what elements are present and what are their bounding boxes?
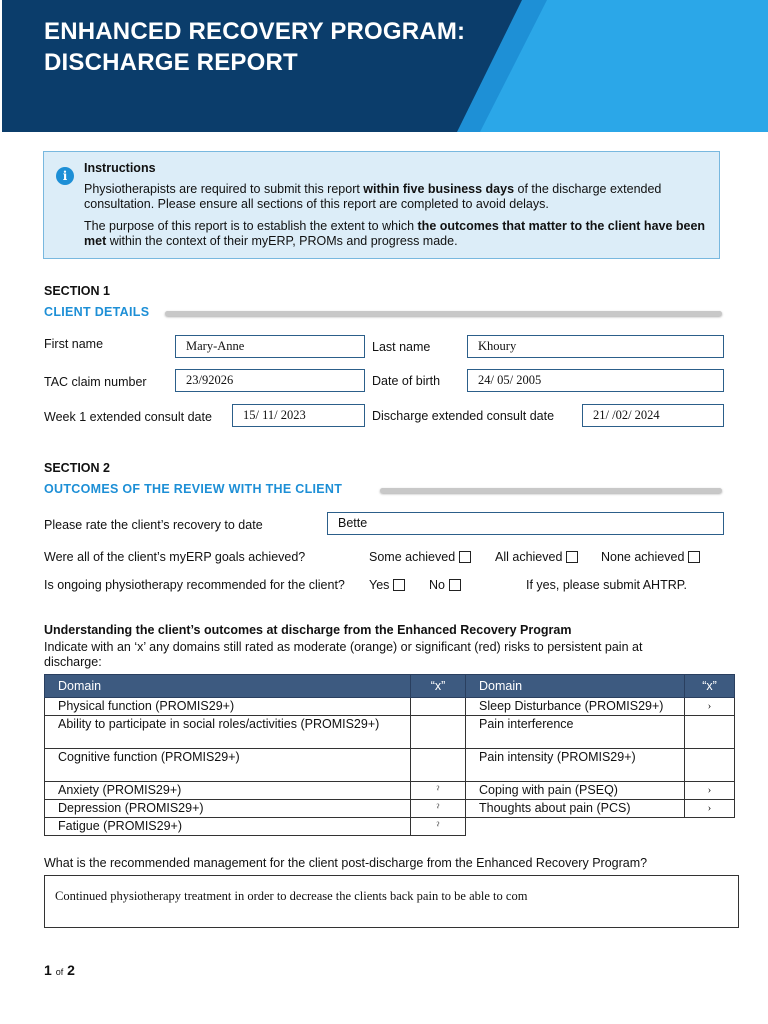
domain-cell: Thoughts about pain (PCS) xyxy=(466,800,685,818)
goals-question-label: Were all of the client’s myERP goals achieved? xyxy=(44,550,306,564)
section-2-divider xyxy=(380,488,722,493)
week1-consult-field[interactable]: 15/ 11/ 2023 xyxy=(232,404,365,427)
table-row xyxy=(45,800,735,818)
ahtrp-note: If yes, please submit AHTRP. xyxy=(526,578,687,592)
table-row xyxy=(45,698,735,716)
domain-cell: Depression (PROMIS29+) xyxy=(45,800,411,818)
page-total: 2 xyxy=(67,962,75,978)
x-cell[interactable] xyxy=(411,749,466,782)
dob-label: Date of birth xyxy=(372,374,441,388)
p1-text-end: of the discharge extended consultation. Please ensure all sections of this report are completed to avoid delays. xyxy=(84,182,662,211)
page-number xyxy=(44,962,75,978)
no-label: No xyxy=(429,578,445,592)
instructions-box xyxy=(43,151,720,259)
recovery-rating-field[interactable]: Bette xyxy=(327,512,724,535)
some-achieved-option[interactable] xyxy=(369,550,471,564)
empty-cell xyxy=(466,818,685,836)
domain-cell: Fatigue (PROMIS29+) xyxy=(45,818,411,836)
all-achieved-checkbox[interactable] xyxy=(566,551,578,563)
first-name-label: First name xyxy=(44,337,104,351)
domain-cell: Physical function (PROMIS29+) xyxy=(45,698,411,716)
tac-claim-field[interactable]: 23/92026 xyxy=(175,369,365,392)
p2-bold: the outcomes that matter to the client have been met xyxy=(84,219,706,248)
management-answer-field[interactable]: Continued physiotherapy treatment in order to decrease the clients back pain to be able to com xyxy=(44,875,739,928)
domain-cell: Coping with pain (PSEQ) xyxy=(466,782,685,800)
x-cell[interactable] xyxy=(685,749,735,782)
ongoing-physio-label: Is ongoing physiotherapy recommended for the client? xyxy=(44,578,345,592)
section-2-label: SECTION 2 xyxy=(44,461,110,475)
header-banner xyxy=(2,0,768,132)
empty-cell xyxy=(685,818,735,836)
page-current: 1 xyxy=(44,962,52,978)
outcomes-description: Indicate with an ‘x’ any domains still rated as moderate (orange) or significant (red) risks to persistent pain at discharge: xyxy=(44,640,643,669)
page-title xyxy=(44,16,465,78)
table-row xyxy=(45,782,735,800)
management-question: What is the recommended management for the client post-discharge from the Enhanced Recovery Program? xyxy=(44,856,648,870)
none-achieved-option[interactable] xyxy=(601,550,700,564)
none-achieved-checkbox[interactable] xyxy=(688,551,700,563)
all-achieved-label: All achieved xyxy=(495,550,563,564)
x-cell[interactable] xyxy=(685,716,735,749)
col-x-left: “x” xyxy=(411,675,466,698)
domain-cell: Anxiety (PROMIS29+) xyxy=(45,782,411,800)
table-row xyxy=(45,749,735,782)
info-icon: i xyxy=(56,167,74,185)
instructions-paragraph-2 xyxy=(84,219,714,249)
p1-text: Physiotherapists are required to submit this report xyxy=(84,182,364,196)
none-achieved-label: None achieved xyxy=(601,550,685,564)
x-cell[interactable] xyxy=(411,698,466,716)
tac-claim-label: TAC claim number xyxy=(44,375,147,389)
col-domain-left: Domain xyxy=(45,675,411,698)
domain-cell: Pain intensity (PROMIS29+) xyxy=(466,749,685,782)
domain-cell: Cognitive function (PROMIS29+) xyxy=(45,749,411,782)
outcomes-heading: Understanding the client’s outcomes at discharge from the Enhanced Recovery Program xyxy=(44,623,572,637)
yes-checkbox[interactable] xyxy=(393,579,405,591)
p2-text: The purpose of this report is to establish the extent to which xyxy=(84,219,418,233)
table-row xyxy=(45,818,735,836)
first-name-field[interactable]: Mary-Anne xyxy=(175,335,365,358)
page-of: of xyxy=(55,967,64,977)
section-1-label: SECTION 1 xyxy=(44,284,110,298)
no-checkbox[interactable] xyxy=(449,579,461,591)
x-cell[interactable]: ˀ xyxy=(411,800,466,818)
no-option[interactable] xyxy=(429,578,461,592)
section-1-heading: CLIENT DETAILS xyxy=(44,305,150,319)
domain-cell: Ability to participate in social roles/activities (PROMIS29+) xyxy=(45,716,411,749)
instructions-paragraph-1 xyxy=(84,182,714,212)
discharge-consult-label: Discharge extended consult date xyxy=(372,409,555,423)
last-name-label: Last name xyxy=(372,340,431,354)
recovery-rating-label: Please rate the client’s recovery to date xyxy=(44,518,263,532)
instructions-title: Instructions xyxy=(84,161,156,175)
title-line-2: DISCHARGE REPORT xyxy=(44,49,298,76)
yes-option[interactable] xyxy=(369,578,405,592)
p2-text-end: within the context of their myERP, PROMs and progress made. xyxy=(106,234,458,248)
dob-field[interactable]: 24/ 05/ 2005 xyxy=(467,369,724,392)
title-line-1: ENHANCED RECOVERY PROGRAM: xyxy=(44,18,466,45)
table-header-row xyxy=(45,675,735,698)
all-achieved-option[interactable] xyxy=(495,550,578,564)
x-cell[interactable] xyxy=(411,716,466,749)
x-cell[interactable]: › xyxy=(685,782,735,800)
week1-consult-label: Week 1 extended consult date xyxy=(44,410,212,424)
table-row xyxy=(45,716,735,749)
x-cell[interactable]: ˀ xyxy=(411,818,466,836)
discharge-consult-field[interactable]: 21/ /02/ 2024 xyxy=(582,404,724,427)
x-cell[interactable]: ˀ xyxy=(411,782,466,800)
last-name-field[interactable]: Khoury xyxy=(467,335,724,358)
domain-cell: Sleep Disturbance (PROMIS29+) xyxy=(466,698,685,716)
col-domain-right: Domain xyxy=(466,675,685,698)
yes-label: Yes xyxy=(369,578,390,592)
x-cell[interactable]: › xyxy=(685,698,735,716)
some-achieved-label: Some achieved xyxy=(369,550,456,564)
section-1-divider xyxy=(165,311,722,316)
domain-cell: Pain interference xyxy=(466,716,685,749)
outcomes-table xyxy=(44,674,735,836)
p1-bold: within five business days xyxy=(363,182,515,196)
section-2-heading: OUTCOMES OF THE REVIEW WITH THE CLIENT xyxy=(44,482,343,496)
some-achieved-checkbox[interactable] xyxy=(459,551,471,563)
x-cell[interactable]: › xyxy=(685,800,735,818)
col-x-right: “x” xyxy=(685,675,735,698)
